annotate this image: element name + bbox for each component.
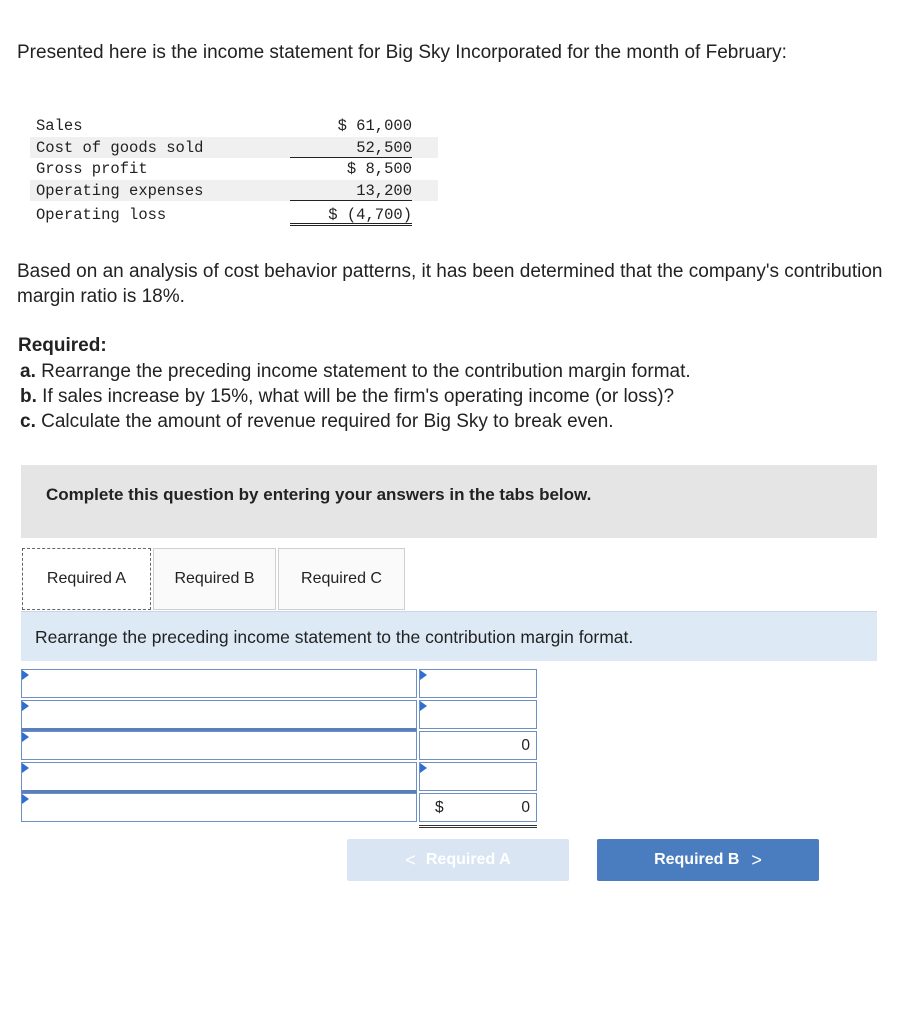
instruction-text: Rearrange the preceding income statement to the contribution margin format. <box>35 627 634 647</box>
double-underline <box>419 825 537 828</box>
dropdown-triangle-icon <box>22 763 29 773</box>
dropdown-triangle-icon <box>22 732 29 742</box>
amount-value: 0 <box>521 799 530 816</box>
statement-amount: $ (4,700) <box>290 201 412 226</box>
statement-label: Operating loss <box>36 206 167 224</box>
statement-row-sales <box>30 115 438 137</box>
required-item-c <box>20 409 880 434</box>
required-item-b <box>20 384 880 409</box>
answer-amount-input[interactable] <box>419 762 537 791</box>
required-letter: a. <box>20 361 36 382</box>
dropdown-triangle-icon <box>22 670 29 680</box>
amount-value: 0 <box>521 737 530 754</box>
banner-text: Complete this question by entering your answers in the tabs below. <box>46 485 592 504</box>
answer-grid <box>21 669 539 824</box>
statement-amount: 52,500 <box>290 137 412 158</box>
chevron-right-icon: > <box>751 849 762 870</box>
required-heading: Required: <box>18 335 107 356</box>
analysis-text: Based on an analysis of cost behavior patterns, it has been determined that the company's contribution margin ratio is 18%. <box>17 261 883 307</box>
answer-row <box>21 700 539 731</box>
prev-button-label: Required A <box>425 851 511 868</box>
answer-label-dropdown[interactable] <box>21 700 417 731</box>
answer-label-dropdown[interactable] <box>21 731 417 760</box>
answer-label-dropdown[interactable] <box>21 793 417 822</box>
statement-label: Gross profit <box>36 160 148 178</box>
required-letter: c. <box>20 411 36 432</box>
instruction-bar <box>21 611 877 661</box>
tab-required-b[interactable]: Required B <box>153 548 276 610</box>
next-required-button[interactable] <box>597 839 819 881</box>
statement-amount: $ 8,500 <box>346 160 412 178</box>
statement-label: Operating expenses <box>36 181 204 200</box>
answer-label-dropdown[interactable] <box>21 762 417 793</box>
answer-amount-input[interactable] <box>419 669 537 698</box>
answer-row <box>21 762 539 793</box>
answer-amount-input[interactable] <box>419 700 537 729</box>
tab-required-a[interactable]: Required A <box>22 548 151 610</box>
income-statement <box>30 115 438 228</box>
intro-text: Presented here is the income statement for Big Sky Incorporated for the month of February: <box>17 42 787 63</box>
dropdown-triangle-icon <box>420 763 427 773</box>
required-item-a <box>20 359 880 384</box>
dollar-sign: $ <box>435 799 444 816</box>
answer-row <box>21 731 539 762</box>
dropdown-triangle-icon <box>420 670 427 680</box>
statement-row-gross-profit <box>30 158 438 180</box>
answer-amount-input[interactable] <box>419 731 537 760</box>
instructions-banner <box>21 465 877 538</box>
statement-row-operating-expenses <box>30 180 438 202</box>
next-button-label: Required B <box>654 851 740 868</box>
required-list <box>20 359 880 434</box>
answer-row <box>21 793 539 824</box>
answer-label-dropdown[interactable] <box>21 669 417 698</box>
dropdown-triangle-icon <box>420 701 427 711</box>
answer-amount-input[interactable] <box>419 793 537 822</box>
statement-label: Sales <box>36 117 83 135</box>
dropdown-triangle-icon <box>22 794 29 804</box>
required-text: Rearrange the preceding income statement to the contribution margin format. <box>41 361 691 382</box>
chevron-left-icon: < <box>405 849 416 870</box>
required-text: Calculate the amount of revenue required for Big Sky to break even. <box>41 411 614 432</box>
statement-amount: $ 61,000 <box>337 117 412 135</box>
statement-row-cogs <box>30 137 438 159</box>
statement-row-operating-loss <box>30 201 438 228</box>
prev-required-button[interactable] <box>347 839 569 881</box>
required-text: If sales increase by 15%, what will be the firm's operating income (or loss)? <box>42 386 675 407</box>
required-letter: b. <box>20 386 37 407</box>
dropdown-triangle-icon <box>22 701 29 711</box>
answer-row <box>21 669 539 700</box>
tab-required-c[interactable]: Required C <box>278 548 405 610</box>
statement-label: Cost of goods sold <box>36 138 204 157</box>
statement-amount: 13,200 <box>290 180 412 201</box>
